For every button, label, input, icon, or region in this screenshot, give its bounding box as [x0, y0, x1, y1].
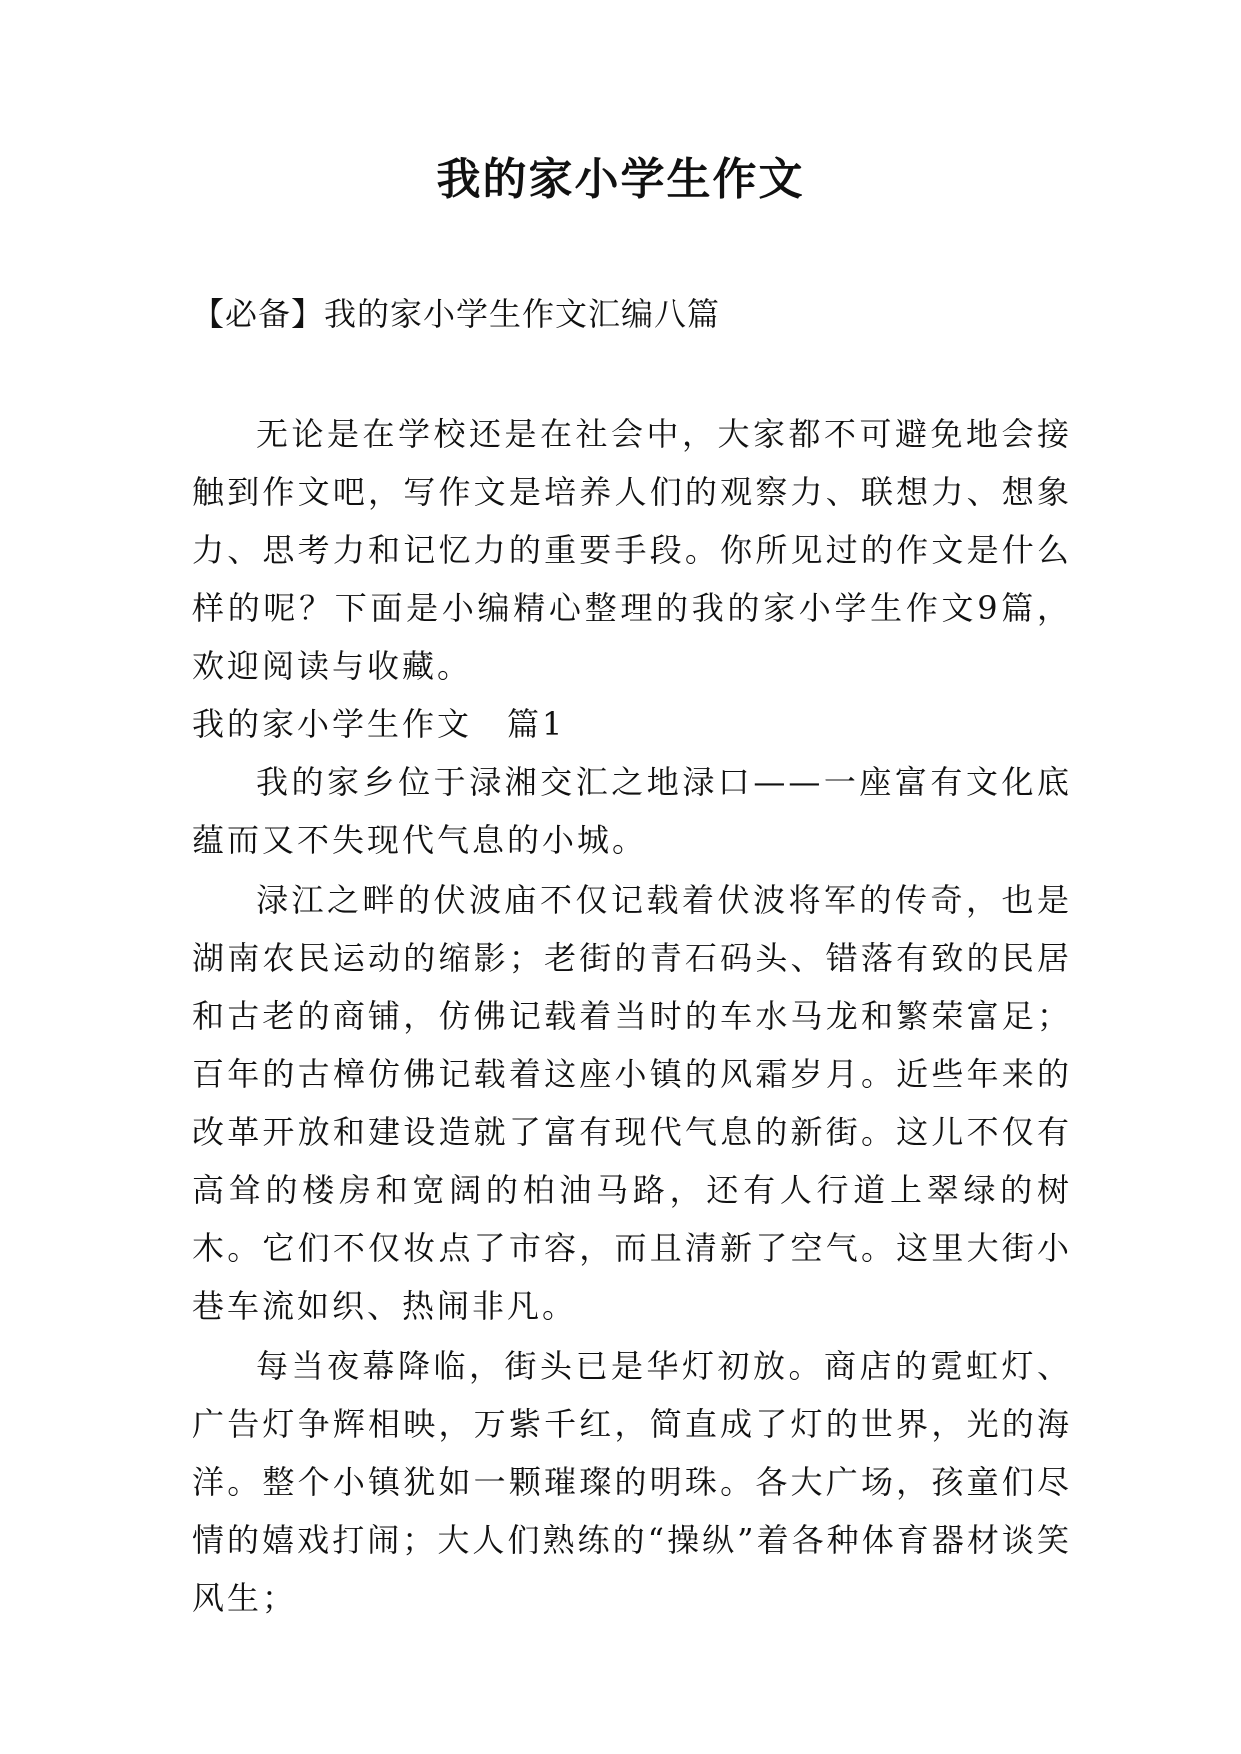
document-subtitle: 【必备】我的家小学生作文汇编八篇	[192, 295, 721, 333]
intro-paragraph: 无论是在学校还是在社会中，大家都不可避免地会接触到作文吧，写作文是培养人们的观察力、联想力、想象力、思考力和记忆力的重要手段。你所见过的作文是什么样的呢？下面是小编精心整理的我的家小学生作文9篇，欢迎阅读与收藏。	[192, 415, 1072, 685]
section-heading: 我的家小学生作文 篇1	[192, 705, 566, 743]
body-paragraph-3: 每当夜幕降临，街头已是华灯初放。商店的霓虹灯、广告灯争辉相映，万紫千红，简直成了灯的世界，光的海洋。整个小镇犹如一颗璀璨的明珠。各大广场，孩童们尽情的嬉戏打闹；大人们熟练的“操纵”着各种体育器材谈笑风生；	[192, 1347, 1072, 1617]
document-title: 我的家小学生作文	[436, 154, 805, 205]
body-paragraph-1: 我的家乡位于渌湘交汇之地渌口——一座富有文化底蕴而又不失现代气息的小城。	[192, 763, 1072, 859]
document-body	[192, 405, 1072, 1627]
body-paragraph-2: 渌江之畔的伏波庙不仅记载着伏波将军的传奇，也是湖南农民运动的缩影；老街的青石码头、错落有致的民居和古老的商铺，仿佛记载着当时的车水马龙和繁荣富足；百年的古樟仿佛记载着这座小镇的风霜岁月。近些年来的改革开放和建设造就了富有现代气息的新街。这儿不仅有高耸的楼房和宽阔的柏油马路，还有人行道上翠绿的树木。它们不仅妆点了市容，而且清新了空气。这里大街小巷车流如织、热闹非凡。	[192, 881, 1072, 1325]
